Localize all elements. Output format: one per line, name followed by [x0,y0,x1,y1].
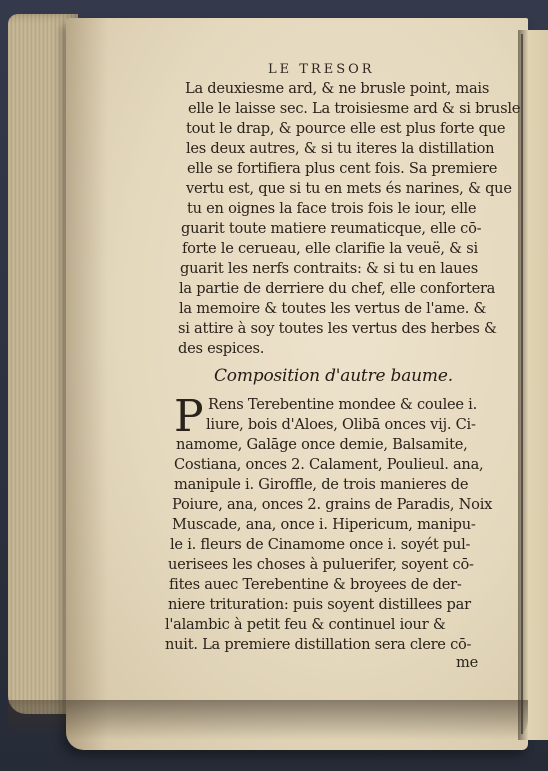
text-line: namome, Galāge once demie, Balsamite, [176,436,468,453]
text-line: elle se fortifiera plus cent fois. Sa premiere [187,160,498,177]
section-heading: Composition d'autre baume. [214,366,453,386]
text-line: tu en oignes la face trois fois le iour, elle [187,200,477,217]
text-line: nuit. La premiere distillation sera clere cō- [165,636,472,653]
text-line: manipule i. Giroffle, de trois manieres de [174,476,469,493]
text-line: forte le cerueau, elle clarifie la veuë, & si [182,240,478,257]
text-line: guarit les nerfs contraits: & si tu en laues [180,260,478,277]
text-line: guarit toute matiere reumaticque, elle cō- [181,220,482,237]
catchword: me [456,654,478,671]
text-line: Poiure, ana, onces 2. grains de Paradis, Noix [172,496,493,513]
text-line: liure, bois d'Aloes, Olibā onces vij. Ci- [206,416,476,433]
text-line: La deuxiesme ard, & ne brusle point, mais [185,80,490,97]
text-line: vertu est, que si tu en mets és narines, & que [186,180,512,197]
text-line: la memoire & toutes les vertus de l'ame. & [179,300,487,317]
text-line: les deux autres, & si tu iteres la distillation [186,140,495,157]
text-line: la partie de derriere du chef, elle confortera [179,280,496,297]
text-line: niere trituration: puis soyent distillees par [168,596,471,613]
running-head: LE TRESOR [268,62,375,77]
text-line: Costiana, onces 2. Calament, Poulieul. ana, [174,456,484,473]
drop-cap: P [174,391,204,442]
text-line: uerisees les choses à puluerifer, soyent cō- [168,556,474,573]
text-line: tout le drap, & pource elle est plus forte que [186,120,506,137]
text-line: des espices. [178,340,265,357]
text-line: Muscade, ana, once i. Hipericum, manipu- [172,516,476,533]
text-line: si attire à soy toutes les vertus des herbes & [178,320,497,337]
text-line: elle le laisse sec. La troisiesme ard & si brusle [188,100,521,117]
text-line: l'alambic à petit feu & continuel iour & [165,616,446,633]
text-line: Rens Terebentine mondee & coulee i. [208,396,477,413]
text-line: fites auec Terebentine & broyees de der- [169,576,462,593]
text-line: le i. fleurs de Cinamome once i. soyét pul- [170,536,471,553]
